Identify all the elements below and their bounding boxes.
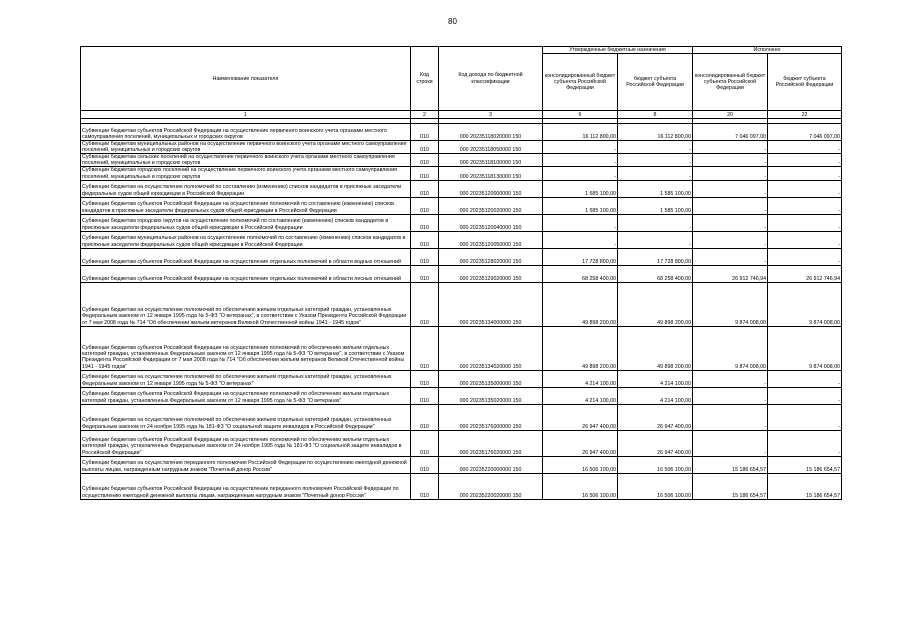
row-executed-subject: -	[768, 370, 842, 387]
row-executed-consolidated: 9 874 008,00	[693, 282, 768, 326]
row-approved-consolidated: 1 585 100,00	[543, 180, 618, 197]
row-kbk: 000 20235120000000 150	[439, 180, 543, 197]
table-row	[81, 154, 842, 167]
row-name: Субвенции бюджетам сельских поселений на осуществление первичного воинского учета органами местного самоуправления поселений, муниципальных и городских округов	[81, 154, 411, 167]
column-number: 22	[768, 111, 842, 119]
row-executed-consolidated: -	[693, 231, 768, 248]
row-code: 010	[411, 473, 439, 499]
table-row	[81, 265, 842, 282]
row-code: 010	[411, 197, 439, 214]
row-approved-subject: 1 585 100,00	[618, 180, 693, 197]
row-code: 010	[411, 214, 439, 231]
row-kbk: 000 20235134000000 150	[439, 282, 543, 326]
row-approved-consolidated: 49 898 200,00	[543, 326, 618, 370]
row-approved-consolidated: 4 214 100,00	[543, 387, 618, 404]
row-executed-subject: 15 186 654,57	[768, 456, 842, 473]
row-name: Субвенции бюджетам городских округов на осуществление полномочий по составлению (изменению) списков кандидатов в присяжные заседатели федеральных судов общей юрисдикции в Российской Федерации	[81, 214, 411, 231]
row-approved-consolidated: -	[543, 231, 618, 248]
row-kbk: 000 20235135000000 150	[439, 370, 543, 387]
row-kbk: 000 20235176000000 150	[439, 404, 543, 430]
row-approved-consolidated: 16 112 800,00	[543, 124, 618, 141]
row-kbk: 000 20235120050000 150	[439, 231, 543, 248]
column-number: 1	[81, 111, 411, 119]
row-name: Субвенции бюджетам субъектов Российской Федерации на осуществление переданного полномочия Российской Федерации по осуществлению ежегодной денежной выплаты лицам, награжденным нагрудным знаком "Почетный донор России"	[81, 473, 411, 499]
row-name: Субвенции бюджетам субъектов Российской Федерации на осуществление отдельных полномочий в области лесных отношений	[81, 265, 411, 282]
row-executed-consolidated: -	[693, 214, 768, 231]
row-approved-consolidated: 26 947 400,00	[543, 404, 618, 430]
row-executed-subject: 9 874 008,00	[768, 282, 842, 326]
row-executed-subject: 9 874 008,00	[768, 326, 842, 370]
row-code: 010	[411, 124, 439, 141]
table-row	[81, 248, 842, 265]
row-executed-subject: 26 912 746,94	[768, 265, 842, 282]
row-code: 010	[411, 430, 439, 456]
row-approved-subject: -	[618, 154, 693, 167]
row-executed-consolidated: 15 186 654,57	[693, 456, 768, 473]
row-name: Субвенции бюджетам субъектов Российской Федерации на осуществление первичного воинского учета органами местного самоуправления поселений, муниципальных и городских округов	[81, 124, 411, 141]
row-approved-subject: 4 214 100,00	[618, 387, 693, 404]
row-executed-subject: -	[768, 231, 842, 248]
row-executed-subject: -	[768, 180, 842, 197]
header-approved-consolidated: консолидированный бюджет субъекта Российской Федерации	[543, 54, 618, 111]
table-row	[81, 387, 842, 404]
row-executed-subject: -	[768, 167, 842, 180]
table-row	[81, 141, 842, 154]
row-code: 010	[411, 154, 439, 167]
row-name: Субвенции бюджетам городских поселений на осуществление первичного воинского учета органами местного самоуправления поселений, муниципальных и городских округов	[81, 167, 411, 180]
row-executed-consolidated: 15 186 654,57	[693, 473, 768, 499]
row-approved-consolidated: 1 585 100,00	[543, 197, 618, 214]
row-executed-consolidated: -	[693, 141, 768, 154]
row-name: Субвенции бюджетам на осуществление полномочий по обеспечению жильем отдельных категорий граждан, установленных Федеральным законом от 12 января 1995 года № 5-ФЗ "О ветеранах", в соответствии с Указом Президента Российской Федерации от 7 мая 2008 года № 714 "Об обеспечении жильем ветеранов Великой Отечественной войны 1941 - 1945 годов"	[81, 282, 411, 326]
row-code: 010	[411, 265, 439, 282]
row-code: 010	[411, 167, 439, 180]
row-code: 010	[411, 387, 439, 404]
row-name: Субвенции бюджетам на осуществление полномочий по обеспечению жильем отдельных категорий граждан, установленных Федеральным законом от 12 января 1995 года № 5-ФЗ "О ветеранах"	[81, 370, 411, 387]
row-executed-consolidated: 9 874 008,00	[693, 326, 768, 370]
row-approved-subject: 17 728 800,00	[618, 248, 693, 265]
table-row	[81, 167, 842, 180]
column-number-row	[81, 111, 842, 119]
row-executed-consolidated: -	[693, 387, 768, 404]
row-code: 010	[411, 404, 439, 430]
row-executed-consolidated: -	[693, 370, 768, 387]
row-code: 010	[411, 231, 439, 248]
column-number: 2	[411, 111, 439, 119]
row-executed-consolidated: -	[693, 154, 768, 167]
row-kbk: 000 20235176020000 150	[439, 430, 543, 456]
row-approved-subject: 49 898 200,00	[618, 326, 693, 370]
row-kbk: 000 20235118130000 150	[439, 167, 543, 180]
row-approved-subject: 26 947 400,00	[618, 430, 693, 456]
row-approved-subject: 1 585 100,00	[618, 197, 693, 214]
table-row	[81, 282, 842, 326]
row-code: 010	[411, 248, 439, 265]
table-row	[81, 404, 842, 430]
row-kbk: 000 20235129020000 150	[439, 265, 543, 282]
table-body	[81, 124, 842, 500]
page-number: 80	[448, 17, 457, 26]
header-executed-consolidated: консолидированный бюджет субъекта Российской Федерации	[693, 54, 768, 111]
row-kbk: 000 20235128020000 150	[439, 248, 543, 265]
column-number: 3	[439, 111, 543, 119]
row-approved-subject: 16 506 100,00	[618, 456, 693, 473]
row-approved-consolidated: 4 214 100,00	[543, 370, 618, 387]
row-kbk: 000 20235135020000 150	[439, 387, 543, 404]
table-row	[81, 231, 842, 248]
table-row	[81, 326, 842, 370]
row-name: Субвенции бюджетам субъектов Российской Федерации на осуществление полномочий по обеспечению жильем отдельных категорий граждан, установленных Федеральным законом от 24 ноября 1995 года № 181-ФЗ "О социальной защите инвалидов в Российской Федерации"	[81, 430, 411, 456]
column-number: 20	[693, 111, 768, 119]
row-code: 010	[411, 326, 439, 370]
row-code: 010	[411, 180, 439, 197]
row-executed-consolidated: -	[693, 180, 768, 197]
row-executed-consolidated: 7 046 097,00	[693, 124, 768, 141]
row-executed-subject: -	[768, 197, 842, 214]
row-approved-subject: -	[618, 141, 693, 154]
row-approved-subject: -	[618, 214, 693, 231]
row-executed-consolidated: -	[693, 404, 768, 430]
row-name: Субвенции бюджетам субъектов Российской Федерации на осуществление отдельных полномочий в области водных отношений	[81, 248, 411, 265]
row-code: 010	[411, 370, 439, 387]
row-executed-subject: 15 186 654,57	[768, 473, 842, 499]
table-row	[81, 473, 842, 499]
column-number: 8	[618, 111, 693, 119]
row-kbk: 000 20235220020000 150	[439, 473, 543, 499]
row-approved-consolidated: 16 506 100,00	[543, 473, 618, 499]
row-approved-consolidated: 16 506 100,00	[543, 456, 618, 473]
row-name: Субвенции бюджетам на осуществление полномочий по обеспечению жильем отдельных категорий граждан, установленных Федеральным законом от 24 ноября 1995 года № 181-ФЗ "О социальной защите инвалидов в Российской Федерации"	[81, 404, 411, 430]
table-row	[81, 180, 842, 197]
row-executed-subject: -	[768, 214, 842, 231]
header-approved-group: Утвержденные бюджетные назначения	[543, 47, 693, 54]
header-kbk: Код дохода по бюджетной классификации	[439, 47, 543, 111]
row-approved-subject: 49 898 200,00	[618, 282, 693, 326]
row-approved-subject: 68 258 400,00	[618, 265, 693, 282]
row-name: Субвенции бюджетам субъектов Российской Федерации на осуществление полномочий по обеспечению жильем отдельных категорий граждан, установленных Федеральным законом от 12 января 1995 года № 5-ФЗ "О ветеранах", в соответствии с Указом Президента Российской Федерации от 7 мая 2008 года № 714 "Об обеспечении жильем ветеранов Великой Отечественной войны 1941 - 1945 годов"	[81, 326, 411, 370]
header-approved-subject: бюджет субъекта Российской Федерации	[618, 54, 693, 111]
row-kbk: 000 20235118020000 150	[439, 124, 543, 141]
row-executed-consolidated: -	[693, 430, 768, 456]
header-executed-group: Исполнено	[693, 47, 842, 54]
row-approved-subject: -	[618, 167, 693, 180]
row-approved-subject: 16 506 100,00	[618, 473, 693, 499]
row-code: 010	[411, 282, 439, 326]
row-executed-subject: -	[768, 154, 842, 167]
row-approved-consolidated: 26 947 400,00	[543, 430, 618, 456]
row-approved-consolidated: 68 258 400,00	[543, 265, 618, 282]
row-executed-consolidated: -	[693, 167, 768, 180]
row-approved-subject: 26 947 400,00	[618, 404, 693, 430]
row-name: Субвенции бюджетам муниципальных районов на осуществление первичного воинского учета органами местного самоуправления поселений, муниципальных и городских округов	[81, 141, 411, 154]
row-approved-consolidated: -	[543, 214, 618, 231]
header-name: Наименование показателя	[81, 47, 411, 111]
row-executed-subject: -	[768, 430, 842, 456]
row-executed-subject: -	[768, 141, 842, 154]
row-kbk: 000 20235134020000 150	[439, 326, 543, 370]
row-kbk: 000 20235220000000 150	[439, 456, 543, 473]
row-approved-consolidated: 49 898 200,00	[543, 282, 618, 326]
table-row	[81, 124, 842, 141]
row-name: Субвенции бюджетам на осуществление полномочий по составлению (изменению) списков кандидатов в присяжные заседатели федеральных судов общей юрисдикции в Российской Федерации	[81, 180, 411, 197]
table-row	[81, 370, 842, 387]
budget-execution-table	[80, 46, 842, 500]
row-code: 010	[411, 456, 439, 473]
table-row	[81, 430, 842, 456]
row-executed-subject: -	[768, 404, 842, 430]
table-row	[81, 456, 842, 473]
row-executed-consolidated: -	[693, 248, 768, 265]
row-executed-subject: -	[768, 387, 842, 404]
column-number: 6	[543, 111, 618, 119]
row-approved-consolidated: -	[543, 141, 618, 154]
row-code: 010	[411, 141, 439, 154]
header-executed-subject: бюджет субъекта Российской Федерации	[768, 54, 842, 111]
row-approved-consolidated: 17 728 800,00	[543, 248, 618, 265]
row-approved-consolidated: -	[543, 154, 618, 167]
row-kbk: 000 20235118050000 150	[439, 141, 543, 154]
row-name: Субвенции бюджетам на осуществление переданного полномочия Российской Федерации по осуществлению ежегодной денежной выплаты лицам, награжденным нагрудным знаком "Почетный донор России"	[81, 456, 411, 473]
row-name: Субвенции бюджетам субъектов Российской Федерации на осуществление полномочий по составлению (изменению) списков кандидатов в присяжные заседатели федеральных судов общей юрисдикции в Российской Федерации	[81, 197, 411, 214]
row-approved-subject: 16 112 800,00	[618, 124, 693, 141]
row-kbk: 000 20235118100000 150	[439, 154, 543, 167]
row-name: Субвенции бюджетам муниципальных районов на осуществление полномочий по составлению (изменению) списков кандидатов в присяжные заседатели федеральных судов общей юрисдикции в Российской Федерации	[81, 231, 411, 248]
table-row	[81, 197, 842, 214]
row-kbk: 000 20235120020000 150	[439, 197, 543, 214]
header-code: Код строки	[411, 47, 439, 111]
row-approved-subject: 4 214 100,00	[618, 370, 693, 387]
row-name: Субвенции бюджетам субъектов Российской Федерации на осуществление полномочий по обеспечению жильем отдельных категорий граждан, установленных Федеральным законом от 12 января 1995 года № 5-ФЗ "О ветеранах"	[81, 387, 411, 404]
row-kbk: 000 20235120040000 150	[439, 214, 543, 231]
row-executed-consolidated: 26 912 746,94	[693, 265, 768, 282]
row-approved-consolidated: -	[543, 167, 618, 180]
row-executed-consolidated: -	[693, 197, 768, 214]
table-row	[81, 214, 842, 231]
row-executed-subject: 7 046 097,00	[768, 124, 842, 141]
row-approved-subject: -	[618, 231, 693, 248]
row-executed-subject: -	[768, 248, 842, 265]
